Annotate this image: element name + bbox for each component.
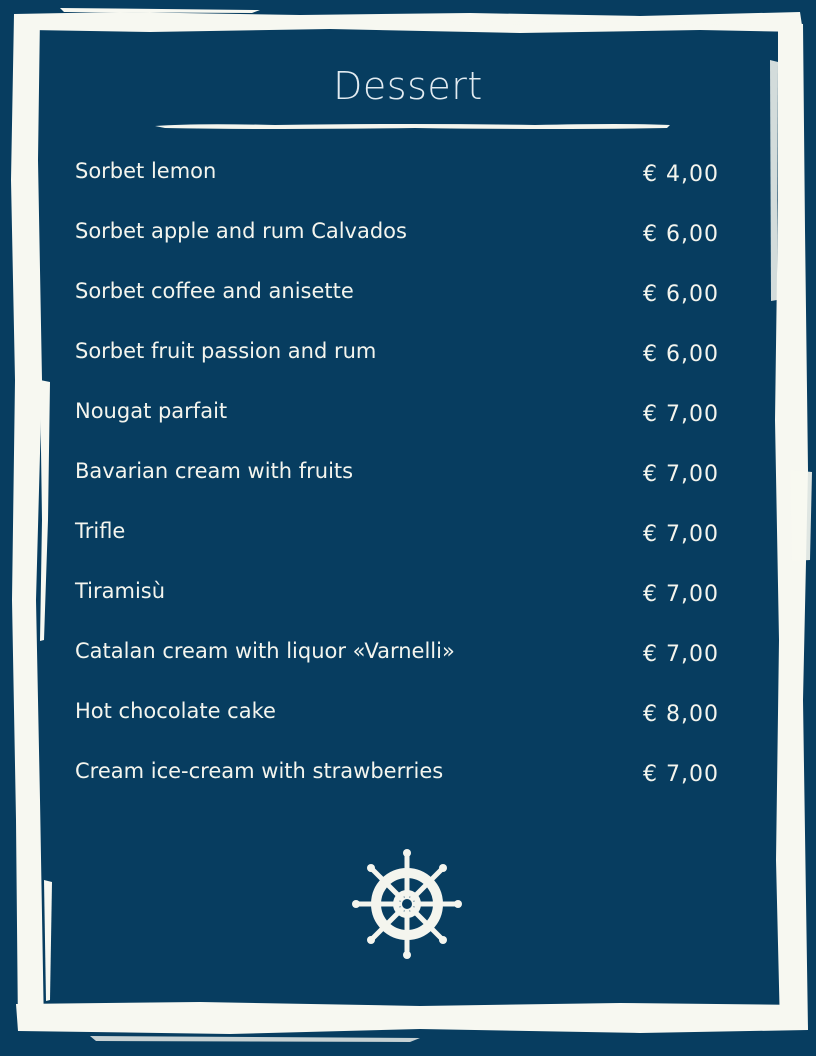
- item-name: Bavarian cream with fruits: [75, 459, 354, 483]
- menu-item: [75, 570, 723, 630]
- item-name: Nougat parfait: [75, 399, 228, 423]
- item-name: Tiramisù: [75, 579, 166, 603]
- item-price: € 6,00: [643, 282, 719, 307]
- menu-item: [75, 450, 723, 510]
- ship-wheel-icon: [350, 847, 464, 961]
- item-price: € 6,00: [643, 342, 719, 367]
- title-underline: [155, 122, 670, 130]
- item-price: € 7,00: [643, 402, 719, 427]
- item-name: Sorbet apple and rum Calvados: [75, 219, 407, 243]
- item-name: Cream ice-cream with strawberries: [75, 759, 444, 783]
- menu-item: [75, 510, 723, 570]
- item-name: Sorbet coffee and anisette: [75, 279, 354, 303]
- item-price: € 7,00: [643, 462, 719, 487]
- menu-item: [75, 750, 723, 810]
- menu-item: [75, 210, 723, 270]
- item-name: Catalan cream with liquor «Varnelli»: [75, 639, 455, 663]
- menu-item: [75, 330, 723, 390]
- item-name: Sorbet fruit passion and rum: [75, 339, 377, 363]
- dessert-list: [75, 150, 723, 810]
- menu-item: [75, 270, 723, 330]
- menu-item: [75, 150, 723, 210]
- item-price: € 7,00: [643, 582, 719, 607]
- item-price: € 7,00: [643, 522, 719, 547]
- menu-item: [75, 630, 723, 690]
- item-price: € 6,00: [643, 222, 719, 247]
- item-price: € 7,00: [643, 642, 719, 667]
- menu-item: [75, 390, 723, 450]
- menu-title: Dessert: [333, 64, 483, 108]
- menu-item: [75, 690, 723, 750]
- item-name: Trifle: [75, 519, 126, 543]
- item-price: € 4,00: [643, 162, 719, 187]
- item-name: Hot chocolate cake: [75, 699, 276, 723]
- item-price: € 8,00: [643, 702, 719, 727]
- item-name: Sorbet lemon: [75, 159, 217, 183]
- item-price: € 7,00: [643, 762, 719, 787]
